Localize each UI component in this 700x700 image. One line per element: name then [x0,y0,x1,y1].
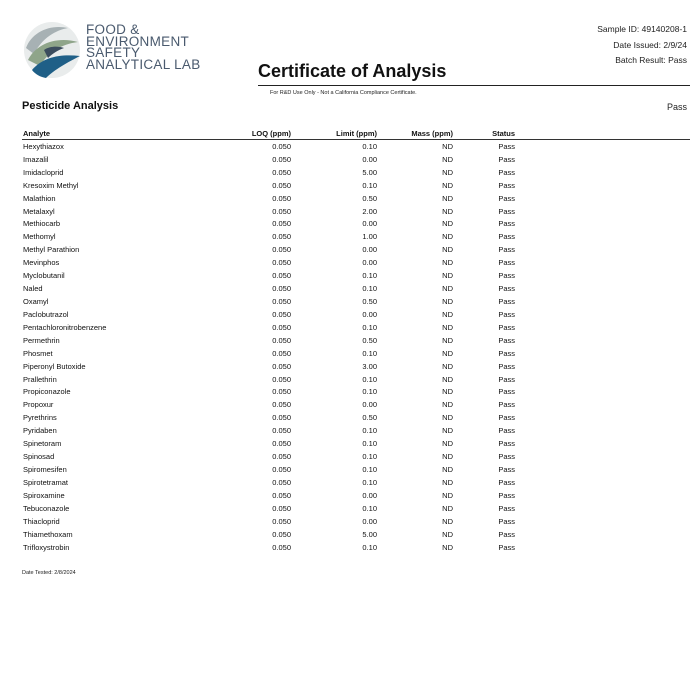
limit-cell: 0.50 [362,193,377,203]
status-cell: Pass [498,322,515,332]
table-row [22,282,690,295]
mass-cell: ND [442,258,453,268]
limit-cell: 0.10 [362,503,377,513]
loq-cell: 0.050 [272,490,291,500]
status-cell: Pass [498,503,515,513]
analyte-cell: Mevinphos [23,258,60,268]
table-header-row [22,128,690,140]
mass-cell: ND [442,361,453,371]
table-row [22,205,690,218]
loq-cell: 0.050 [272,465,291,474]
column-header-mass: Mass (ppm) [377,128,453,140]
table-row [22,334,690,347]
date-tested: Date Tested: 2/8/2024 [22,570,76,576]
table-row [22,321,690,334]
analyte-cell: Methiocarb [23,219,61,229]
results-table [22,128,690,554]
limit-cell: 0.10 [362,180,377,190]
table-row [22,528,690,541]
mass-cell: ND [442,167,453,177]
mass-cell: ND [442,309,453,319]
analyte-cell: Paclobutrazol [23,309,69,319]
status-cell: Pass [498,335,515,345]
loq-cell: 0.050 [272,452,291,462]
disclaimer: For R&D Use Only - Not a California Compliance Certificate. [270,90,417,96]
limit-cell: 0.00 [362,490,377,500]
loq-cell: 0.050 [272,529,291,539]
analyte-cell: Imidacloprid [23,167,64,177]
limit-cell: 0.00 [362,309,377,319]
mass-cell: ND [442,516,453,526]
mass-cell: ND [442,154,453,164]
table-row [22,166,690,179]
loq-cell: 0.050 [272,361,291,371]
limit-cell: 0.10 [362,477,377,487]
analyte-cell: Pyridaben [23,426,57,436]
loq-cell: 0.050 [272,245,291,255]
loq-cell: 0.050 [272,400,291,410]
table-row [22,269,690,282]
loq-cell: 0.050 [272,335,291,345]
status-cell: Pass [498,206,515,216]
limit-cell: 0.00 [362,258,377,268]
mass-cell: ND [442,452,453,462]
table-row [22,153,690,166]
status-cell: Pass [498,452,515,462]
mass-cell: ND [442,490,453,500]
status-cell: Pass [498,439,515,449]
table-row [22,541,690,554]
loq-cell: 0.050 [272,154,291,164]
status-cell: Pass [498,271,515,281]
table-row [22,230,690,243]
section-status: Pass [666,102,687,112]
table-row [22,243,690,256]
header-info [597,22,687,69]
limit-cell: 2.00 [362,206,377,216]
sample-id: Sample ID: 49140208-1 [597,24,687,34]
limit-cell: 0.00 [362,154,377,164]
analyte-cell: Oxamyl [23,297,49,307]
table-row [22,140,690,153]
loq-cell: 0.050 [272,348,291,358]
status-cell: Pass [498,387,515,397]
status-cell: Pass [498,258,515,268]
analyte-cell: Spiromesifen [23,465,67,474]
status-cell: Pass [498,232,515,242]
table-row [22,386,690,399]
status-cell: Pass [498,413,515,423]
limit-cell: 0.50 [362,297,377,307]
analyte-cell: Metalaxyl [23,206,55,216]
mass-cell: ND [442,542,453,552]
batch-result: Batch Result: Pass [615,55,687,65]
analyte-cell: Myclobutanil [23,271,65,281]
column-header-loq: LOQ (ppm) [233,128,291,140]
status-cell: Pass [498,348,515,358]
status-cell: Pass [498,542,515,552]
analyte-cell: Malathion [23,193,56,203]
table-row [22,308,690,321]
table-row [22,502,690,515]
analyte-cell: Permethrin [23,335,60,345]
table-row [22,373,690,386]
limit-cell: 0.10 [362,426,377,436]
table-row [22,437,690,450]
loq-cell: 0.050 [272,141,291,151]
analyte-cell: Pentachloronitrobenzene [23,322,107,332]
mass-cell: ND [442,400,453,410]
table-row [22,218,690,231]
loq-cell: 0.050 [272,297,291,307]
status-cell: Pass [498,490,515,500]
limit-cell: 5.00 [362,167,377,177]
mass-cell: ND [442,503,453,513]
table-row [22,515,690,528]
analyte-cell: Kresoxim Methyl [23,180,79,190]
status-cell: Pass [498,219,515,229]
analyte-cell: Piperonyl Butoxide [23,361,86,371]
mass-cell: ND [442,374,453,384]
status-cell: Pass [498,374,515,384]
limit-cell: 0.10 [362,348,377,358]
analyte-cell: Tebuconazole [23,503,70,513]
analyte-cell: Trifloxystrobin [23,542,70,552]
limit-cell: 0.10 [362,322,377,332]
status-cell: Pass [498,154,515,164]
loq-cell: 0.050 [272,439,291,449]
analyte-cell: Methomyl [23,232,56,242]
table-row [22,476,690,489]
analyte-cell: Spinosad [23,452,55,462]
mass-cell: ND [442,271,453,281]
loq-cell: 0.050 [272,387,291,397]
limit-cell: 0.10 [362,387,377,397]
analyte-cell: Phosmet [23,348,53,358]
analyte-cell: Prallethrin [23,374,57,384]
loq-cell: 0.050 [272,503,291,513]
date-issued: Date Issued: 2/9/24 [613,39,687,50]
status-cell: Pass [498,245,515,255]
analyte-cell: Hexythiazox [23,141,64,151]
mass-cell: ND [442,465,453,474]
status-cell: Pass [498,284,515,294]
status-cell: Pass [498,426,515,436]
loq-cell: 0.050 [272,516,291,526]
mass-cell: ND [442,477,453,487]
mass-cell: ND [442,335,453,345]
mass-cell: ND [442,322,453,332]
status-cell: Pass [498,361,515,371]
status-cell: Pass [498,193,515,203]
limit-cell: 0.00 [362,219,377,229]
mass-cell: ND [442,426,453,436]
limit-cell: 0.00 [362,400,377,410]
table-row [22,360,690,373]
analyte-cell: Thiacloprid [23,516,60,526]
mass-cell: ND [442,219,453,229]
loq-cell: 0.050 [272,193,291,203]
column-header-status: Status [453,128,515,140]
limit-cell: 0.10 [362,465,377,474]
analyte-cell: Thiamethoxam [23,529,73,539]
loq-cell: 0.050 [272,206,291,216]
table-row [22,489,690,502]
limit-cell: 3.00 [362,361,377,371]
status-cell: Pass [498,180,515,190]
limit-cell: 0.00 [362,245,377,255]
limit-cell: 0.10 [362,141,377,151]
status-cell: Pass [498,465,515,474]
column-header-analyte: Analyte [22,128,233,140]
analyte-cell: Spinetoram [23,439,62,449]
mass-cell: ND [442,413,453,423]
analyte-cell: Spirotetramat [23,477,69,487]
limit-cell: 0.10 [362,452,377,462]
mass-cell: ND [442,348,453,358]
table-row [22,256,690,269]
status-cell: Pass [498,477,515,487]
lab-name-line: ANALYTICAL LAB [86,56,201,72]
table-row [22,411,690,424]
lab-name-line: ENVIRONMENT [86,33,190,49]
mass-cell: ND [442,439,453,449]
status-cell: Pass [498,297,515,307]
status-cell: Pass [498,167,515,177]
loq-cell: 0.050 [272,232,291,242]
mass-cell: ND [442,180,453,190]
title-divider [258,85,690,86]
lab-name-line: FOOD & [86,22,140,37]
column-header-limit: Limit (ppm) [291,128,377,140]
status-cell: Pass [498,529,515,539]
page-title: Certificate of Analysis [258,61,447,81]
limit-cell: 0.00 [362,516,377,526]
mass-cell: ND [442,141,453,151]
analyte-cell: Imazalil [23,154,49,164]
mass-cell: ND [442,297,453,307]
lab-logo-icon [22,20,82,80]
loq-cell: 0.050 [272,374,291,384]
limit-cell: 5.00 [362,529,377,539]
analyte-cell: Spiroxamine [23,490,65,500]
limit-cell: 0.10 [362,542,377,552]
analyte-cell: Propiconazole [23,387,71,397]
lab-name-line: SAFETY [86,45,141,60]
limit-cell: 0.10 [362,284,377,294]
section-title: Pesticide Analysis [22,100,119,112]
table-row [22,295,690,308]
status-cell: Pass [498,141,515,151]
table-row [22,463,690,476]
analyte-cell: Propoxur [23,400,54,410]
limit-cell: 0.50 [362,413,377,423]
mass-cell: ND [442,232,453,242]
loq-cell: 0.050 [272,167,291,177]
table-row [22,192,690,205]
table-row [22,450,690,463]
limit-cell: 0.50 [362,335,377,345]
analyte-cell: Pyrethrins [23,413,57,423]
limit-cell: 0.10 [362,374,377,384]
loq-cell: 0.050 [272,309,291,319]
mass-cell: ND [442,193,453,203]
loq-cell: 0.050 [272,271,291,281]
analyte-cell: Methyl Parathion [23,245,80,255]
mass-cell: ND [442,206,453,216]
table-row [22,424,690,437]
lab-name [86,24,201,70]
loq-cell: 0.050 [272,219,291,229]
loq-cell: 0.050 [272,542,291,552]
mass-cell: ND [442,529,453,539]
loq-cell: 0.050 [272,426,291,436]
status-cell: Pass [498,516,515,526]
limit-cell: 0.10 [362,271,377,281]
table-row [22,347,690,360]
lab-logo [22,18,202,82]
analyte-cell: Naled [23,284,43,294]
status-cell: Pass [498,400,515,410]
table-row [22,398,690,411]
loq-cell: 0.050 [272,477,291,487]
table-row [22,179,690,192]
mass-cell: ND [442,387,453,397]
mass-cell: ND [442,284,453,294]
mass-cell: ND [442,245,453,255]
loq-cell: 0.050 [272,284,291,294]
loq-cell: 0.050 [272,258,291,268]
loq-cell: 0.050 [272,322,291,332]
status-cell: Pass [498,309,515,319]
limit-cell: 1.00 [362,232,377,242]
loq-cell: 0.050 [272,413,291,423]
limit-cell: 0.10 [362,439,377,449]
loq-cell: 0.050 [272,180,291,190]
